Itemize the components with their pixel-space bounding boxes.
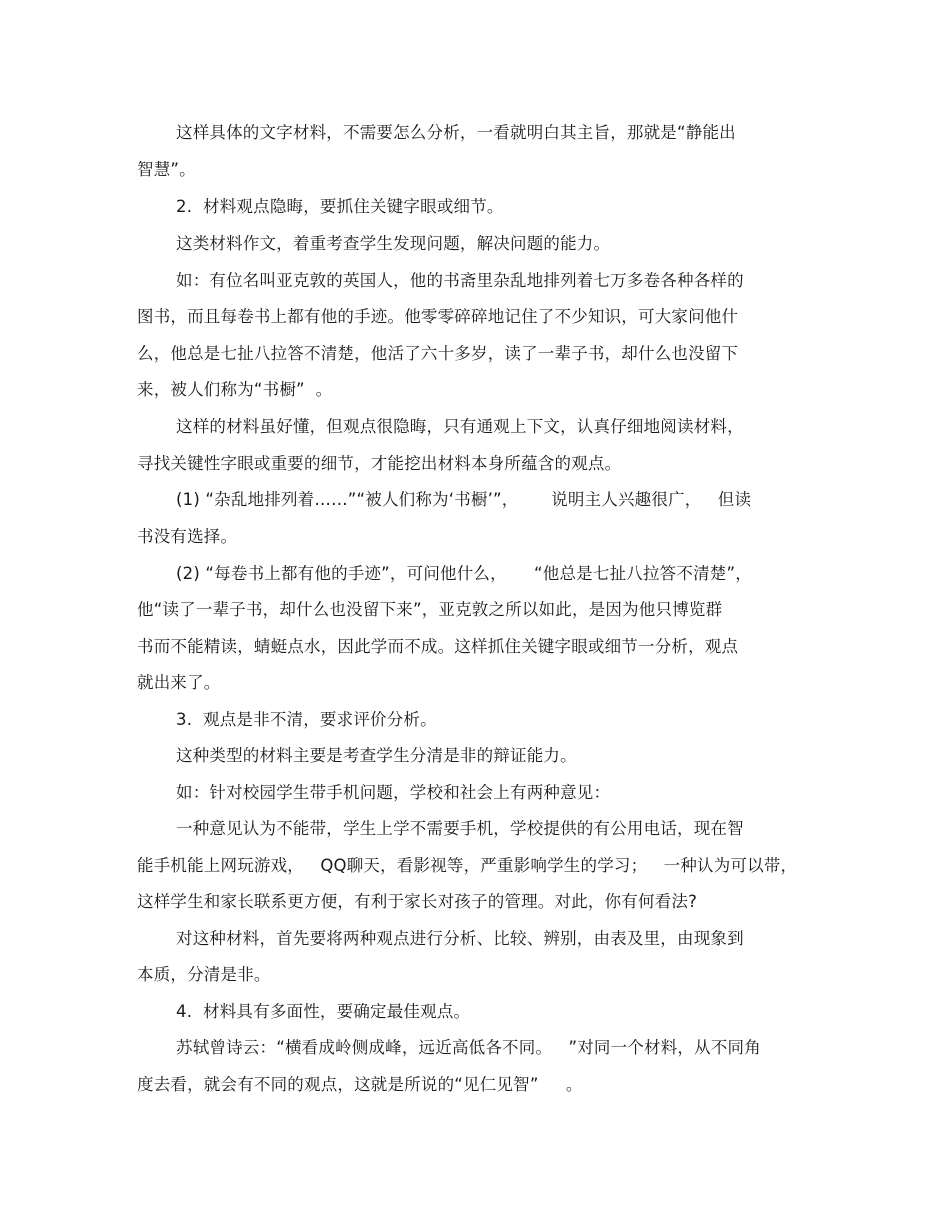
section-heading: 4. 材料具有多面性，要确定最佳观点。 (176, 1002, 471, 1021)
text-line: 智慧”。 (137, 160, 196, 179)
text-line: 这类材料作文，着重考查学生发现问题，解决问题的能力。 (176, 234, 611, 253)
section-heading: 2. 材料观点隐晦，要抓住关键字眼或细节。 (176, 197, 504, 216)
text-line: 这样学生和家长联系更方便，有利于家长对孩子的管理。对此，你有何看法? (137, 892, 698, 911)
text-line: 来，被人们称为“书橱” 。 (137, 380, 333, 399)
text-line: 书而不能精读，蜻蜓点水，因此学而不成。这样抓住关键字眼或细节一分析，观点 (137, 637, 739, 656)
text-line: 如：针对校园学生带手机问题，学校和社会上有两种意见： (176, 783, 611, 802)
text-line: 图书，而且每卷书上都有他的手迹。他零零碎碎地记住了不少知识，可大家问他什 (137, 307, 739, 326)
text-line: 度去看，就会有不同的观点，这就是所说的“见仁见智” 。 (137, 1075, 583, 1094)
text-line: 就出来了。 (137, 673, 221, 692)
text-line: 么，他总是七扯八拉答不清楚，他活了六十多岁，读了一辈子书，却什么也没留下 (137, 344, 739, 363)
text-line: 能手机能上网玩游戏， QQ聊天，看影视等，严重影响学生的学习； 一种认为可以带， (137, 856, 798, 875)
text-line: (2) “每卷书上都有他的手迹”，可问他什么， “他总是七扯八拉答不清楚”， (176, 564, 752, 583)
text-line: 寻找关键性字眼或重要的细节，才能挖出材料本身所蕴含的观点。 (137, 454, 622, 473)
text-line: 一种意见认为不能带，学生上学不需要手机，学校提供的有公用电话，现在智 (176, 819, 744, 838)
text-line: 他“读了一辈子书，却什么也没留下来”，亚克敦之所以如此，是因为他只博览群 (137, 600, 723, 619)
text-line: 这样的材料虽好懂，但观点很隐晦，只有通观上下文，认真仔细地阅读材料， (176, 417, 744, 436)
text-line: 书没有选择。 (137, 527, 238, 546)
text-line: 如：有位名叫亚克敦的英国人，他的书斋里杂乱地排列着七万多卷各种各样的 (176, 271, 744, 290)
section-heading: 3. 观点是非不清，要求评价分析。 (176, 710, 437, 729)
text-line: (1) “杂乱地排列着……”“被人们称为‘书橱’”， 说明主人兴趣很广， 但读 (176, 490, 752, 509)
text-line: 苏轼曾诗云：“横看成岭侧成峰，远近高低各不同。 ”对同一个材料，从不同角 (176, 1038, 761, 1057)
text-line: 这种类型的材料主要是考查学生分清是非的辩证能力。 (176, 746, 577, 765)
text-line: 本质，分清是非。 (137, 965, 271, 984)
text-line: 这样具体的文字材料，不需要怎么分析，一看就明白其主旨，那就是“静能出 (176, 123, 736, 142)
text-line: 对这种材料，首先要将两种观点进行分析、比较、辨别，由表及里，由现象到 (176, 929, 744, 948)
